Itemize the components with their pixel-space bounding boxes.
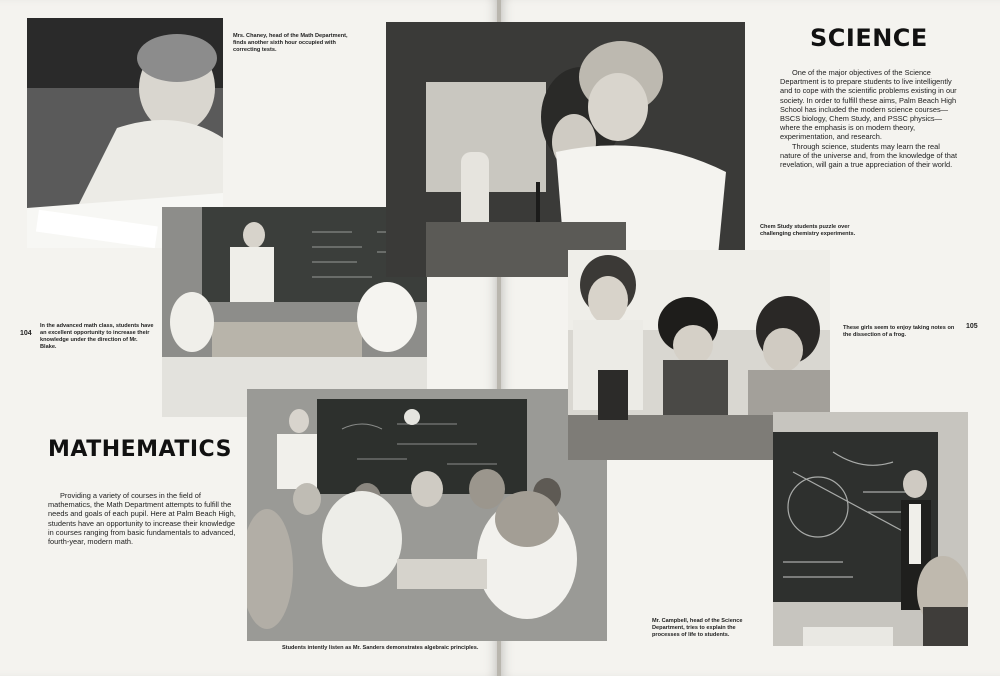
science-paragraph-2: Through science, students may learn the real nature of the universe and, from the knowledge of that revelation, will gain a true appreciation of their world. — [780, 141, 958, 170]
page-number-left: 104 — [20, 330, 32, 337]
page-number-right: 105 — [966, 323, 978, 330]
photo-chem-study — [386, 22, 745, 277]
caption-frog: These girls seem to enjoy taking notes on the dissection of a frog. — [843, 325, 955, 338]
science-paragraph-1: One of the major objectives of the Science Department is to prepare students to live intelligently and to cope with the scientific problems existing in our society. In order to fulfill these aims, Palm Beach High School has included the modern science courses—BSCS biology, Chem Study, and PSSC physics—where the emphasis is on modern theory, experimentation, and research. — [780, 68, 957, 142]
science-heading: SCIENCE — [810, 24, 928, 52]
caption-chaney: Mrs. Chaney, head of the Math Department, finds another sixth hour occupied with correcting tests. — [233, 33, 348, 53]
photo-algebra-lecture — [247, 389, 607, 641]
photo-science-lecture — [773, 412, 968, 646]
mathematics-heading: MATHEMATICS — [48, 437, 232, 462]
caption-chem: Chem Study students puzzle over challenging chemistry experiments. — [760, 224, 856, 237]
caption-sanders: Students intently listen as Mr. Sanders demonstrates algebraic principles. — [282, 645, 479, 651]
mathematics-body: Providing a variety of courses in the field of mathematics, the Math Department attempts to fulfill the needs and goals of each pupil. Here at Palm Beach High, students have an opportunity to increase their knowledge in courses ranging from basic fundamentals to advanced, fourth-year, modern math. — [48, 491, 236, 547]
caption-blake: In the advanced math class, students have an excellent opportunity to increase their knowledge under the direction of Mr. Blake. — [40, 323, 154, 350]
caption-campbell: Mr. Campbell, head of the Science Department, tries to explain the processes of life to students. — [652, 618, 743, 638]
science-body — [780, 68, 958, 169]
